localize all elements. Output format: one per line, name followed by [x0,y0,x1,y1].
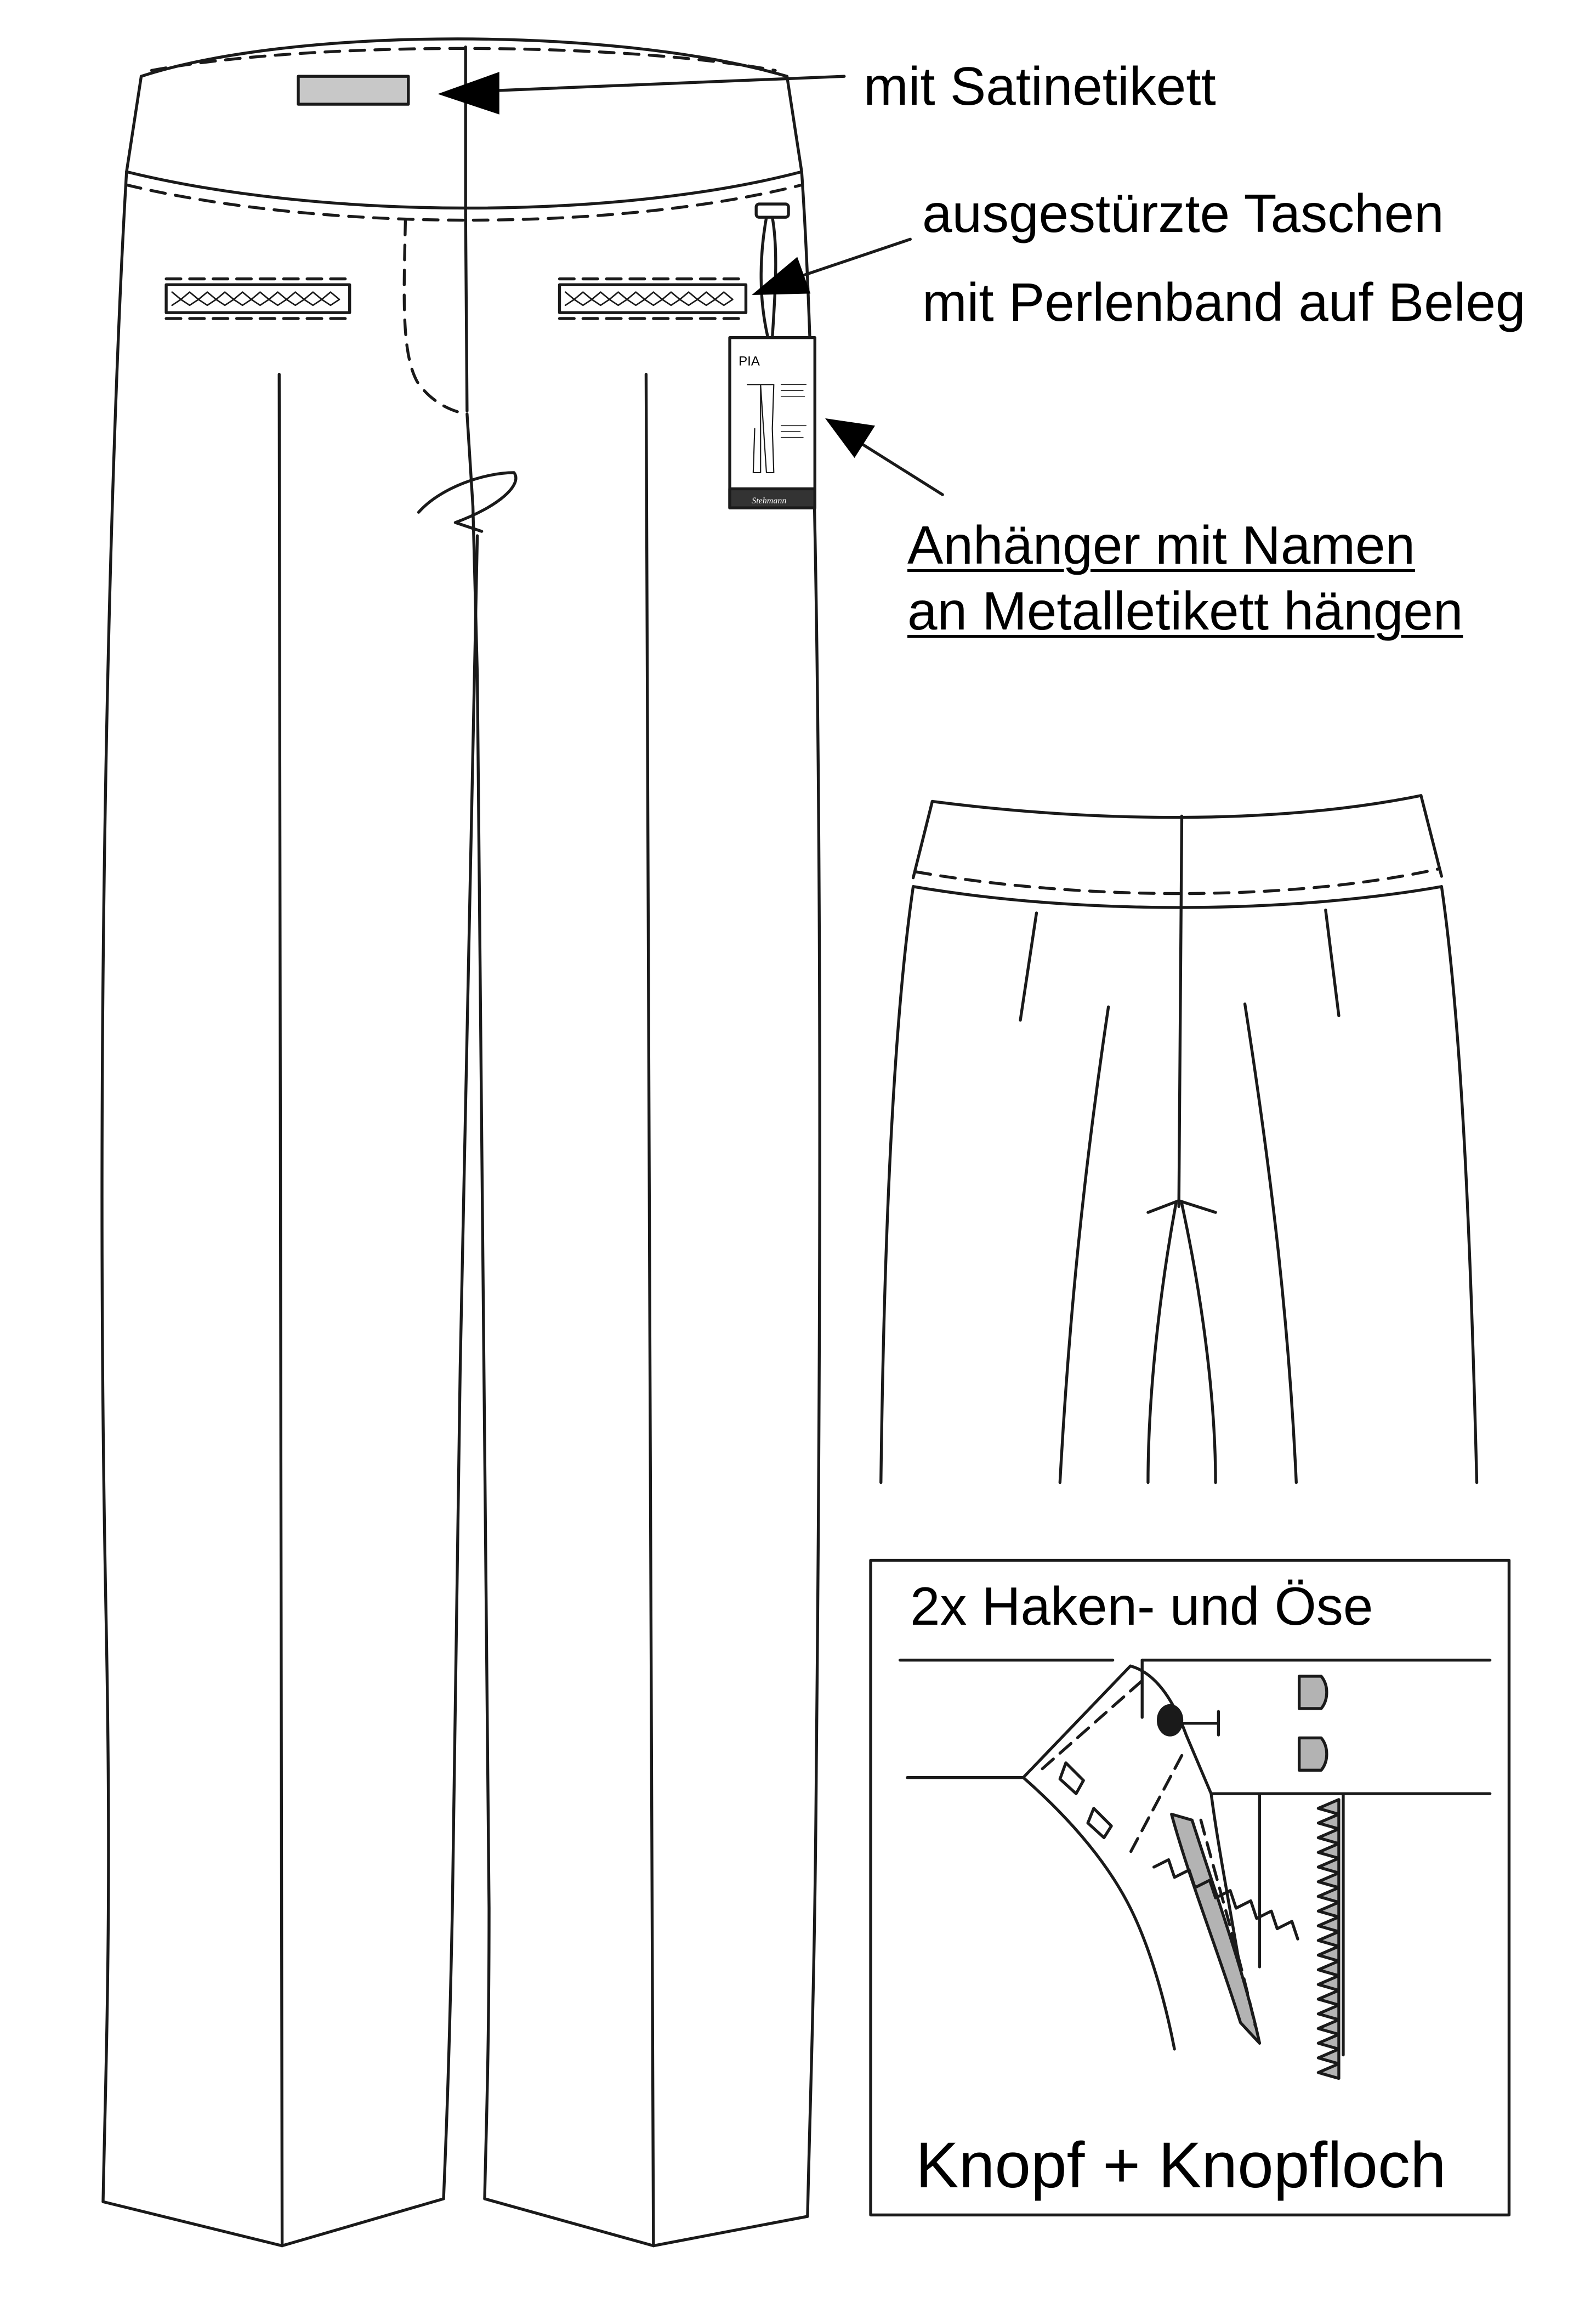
front-waistband-right [787,76,802,172]
label-satin: mit Satinetikett [864,56,1216,116]
front-left-side-seam [102,172,127,2202]
satin-label-patch [298,76,408,104]
label-pockets-line2: mit Perlenband auf Beleg [922,272,1526,332]
waistband-flap-inner [1023,1778,1174,2049]
front-right-inseam [478,675,489,2199]
front-right-hem [485,2199,654,2246]
fly-center [465,214,467,411]
front-left-inseam [444,536,478,2199]
front-left-hem-b [282,2199,444,2246]
back-waistband-right [1421,796,1441,876]
crotch-fold [419,473,516,531]
left-welt-pocket [166,279,350,319]
buttonhole-2 [1088,1808,1111,1838]
back-waistband-left [913,802,933,878]
closure-detail [900,1660,1490,2079]
back-left-dart [1020,913,1036,1020]
hook-button [1158,1706,1182,1735]
hangtag-title: PIA [739,354,760,369]
arrow-satin-head [438,72,499,115]
buttonhole-1 [1060,1763,1083,1794]
waistband-flap-outline [1023,1666,1259,2043]
front-left-crease [279,375,282,2246]
back-right-dart [1326,910,1339,1016]
back-view [881,796,1477,1483]
label-hook-eye: 2x Haken- und Öse [910,1576,1373,1636]
arrow-hangtag-head [825,418,875,458]
right-welt-pocket [560,279,746,319]
zipper-left-tape [1172,1814,1260,2044]
front-waistband-left [127,76,141,172]
zipper-right-teeth [1318,1800,1338,2079]
closure-detail-box [871,1561,1509,2215]
front-right-hem-b [654,2216,808,2246]
back-center-seam [1179,816,1182,1206]
metal-label [756,204,788,217]
hangtag-brand: Stehmann [752,496,787,506]
back-waistband-bottom [913,887,1442,907]
eye-bottom [1299,1738,1327,1770]
back-waistband-stitch [916,869,1439,894]
back-right-crease [1245,1004,1297,1483]
arrow-hangtag-line [851,438,942,495]
label-button: Knopf + Knopfloch [916,2129,1446,2202]
label-hangtag-line2: an Metalletikett hängen [907,581,1463,641]
front-view [102,39,820,2246]
back-left-side [881,887,913,1483]
label-pockets-line1: ausgestürzte Taschen [922,183,1444,243]
back-right-side [1441,887,1476,1483]
arrow-pockets-line [793,239,910,279]
front-right-crease [646,375,653,2246]
eye-top [1299,1676,1327,1709]
label-hangtag-line1: Anhänger mit Namen [907,515,1416,575]
back-left-crease [1060,1007,1108,1482]
back-waistband-top [932,796,1421,818]
front-left-hem [103,2202,282,2245]
fly-stitch [404,220,467,414]
back-left-inseam [1148,1204,1176,1483]
back-right-inseam [1182,1204,1216,1483]
